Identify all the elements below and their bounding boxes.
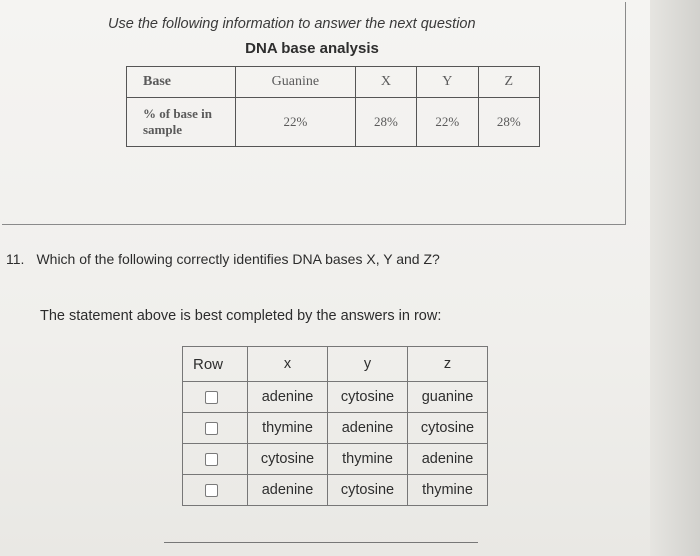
dna-table-header-row	[127, 67, 540, 98]
answer-row[interactable]	[183, 475, 488, 506]
answer-row-2-select[interactable]	[183, 413, 248, 444]
answer-table-header	[183, 347, 488, 382]
answer-cell: adenine	[408, 444, 488, 475]
checkbox-icon[interactable]	[205, 391, 218, 404]
dna-value-guanine: 22%	[236, 98, 356, 147]
header-row: Row	[183, 347, 248, 382]
checkbox-icon[interactable]	[205, 484, 218, 497]
answer-row[interactable]	[183, 382, 488, 413]
dna-base-x: X	[355, 67, 416, 98]
dna-value-z: 28%	[478, 98, 539, 147]
dna-table-value-row	[127, 98, 540, 147]
answer-cell: cytosine	[408, 413, 488, 444]
dna-value-label: % of base in sample	[127, 98, 236, 147]
dna-base-y: Y	[417, 67, 478, 98]
checkbox-icon[interactable]	[205, 453, 218, 466]
answer-row[interactable]	[183, 413, 488, 444]
answer-row-1-select[interactable]	[183, 382, 248, 413]
answer-cell: cytosine	[248, 444, 328, 475]
answer-underline	[164, 542, 478, 543]
answer-cell: guanine	[408, 382, 488, 413]
dna-header-label: Base	[127, 67, 236, 98]
question-11	[6, 251, 440, 267]
answer-cell: adenine	[248, 382, 328, 413]
dna-table-title: DNA base analysis	[245, 40, 379, 57]
answer-cell: cytosine	[328, 475, 408, 506]
answer-cell: adenine	[328, 413, 408, 444]
page-edge-shadow	[650, 0, 700, 556]
intro-text: Use the following information to answer the next question	[108, 16, 476, 32]
answer-row-3-select[interactable]	[183, 444, 248, 475]
statement-text: The statement above is best completed by the answers in row:	[40, 308, 442, 324]
header-y: y	[328, 347, 408, 382]
answer-cell: thymine	[248, 413, 328, 444]
dna-base-guanine: Guanine	[236, 67, 356, 98]
answer-row[interactable]	[183, 444, 488, 475]
answer-cell: cytosine	[328, 382, 408, 413]
dna-value-x: 28%	[355, 98, 416, 147]
answer-cell: thymine	[408, 475, 488, 506]
dna-value-y: 22%	[417, 98, 478, 147]
header-z: z	[408, 347, 488, 382]
answer-row-4-select[interactable]	[183, 475, 248, 506]
dna-base-z: Z	[478, 67, 539, 98]
question-number: 11.	[6, 251, 25, 267]
checkbox-icon[interactable]	[205, 422, 218, 435]
answer-table	[182, 346, 488, 506]
answer-cell: thymine	[328, 444, 408, 475]
question-text: Which of the following correctly identifies DNA bases X, Y and Z?	[36, 251, 440, 267]
answer-cell: adenine	[248, 475, 328, 506]
header-x: x	[248, 347, 328, 382]
dna-base-table	[126, 66, 540, 147]
